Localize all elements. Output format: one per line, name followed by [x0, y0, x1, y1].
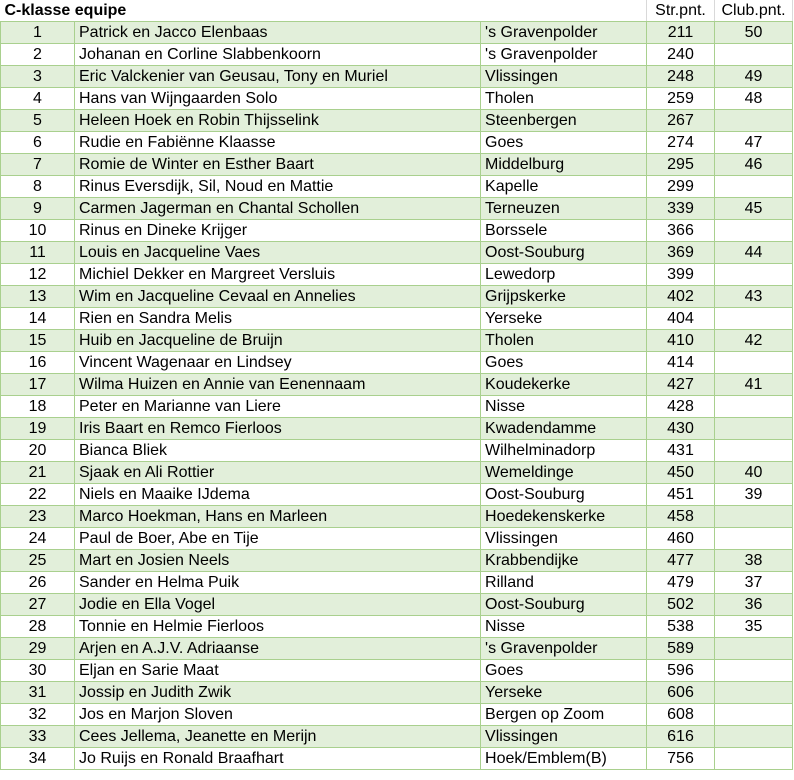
place-cell: Goes [481, 132, 647, 154]
str-points-cell: 427 [647, 374, 715, 396]
table-row [1, 396, 793, 418]
str-points-cell: 616 [647, 726, 715, 748]
rank-cell: 13 [1, 286, 75, 308]
team-name-cell: Rinus en Dineke Krijger [75, 220, 481, 242]
rank-cell: 9 [1, 198, 75, 220]
rank-cell: 8 [1, 176, 75, 198]
place-cell: Tholen [481, 330, 647, 352]
club-points-cell: 46 [715, 154, 793, 176]
table-row [1, 308, 793, 330]
club-points-cell: 45 [715, 198, 793, 220]
team-name-cell: Romie de Winter en Esther Baart [75, 154, 481, 176]
table-row [1, 176, 793, 198]
place-cell: 's Gravenpolder [481, 22, 647, 44]
place-cell: Kapelle [481, 176, 647, 198]
place-cell: Yerseke [481, 308, 647, 330]
table-row [1, 616, 793, 638]
club-points-cell [715, 176, 793, 198]
rank-cell: 33 [1, 726, 75, 748]
place-cell: Oost-Souburg [481, 484, 647, 506]
rank-cell: 7 [1, 154, 75, 176]
table-row [1, 550, 793, 572]
str-points-cell: 460 [647, 528, 715, 550]
rank-cell: 27 [1, 594, 75, 616]
str-points-cell: 211 [647, 22, 715, 44]
club-points-cell: 43 [715, 286, 793, 308]
team-name-cell: Iris Baart en Remco Fierloos [75, 418, 481, 440]
club-points-cell [715, 660, 793, 682]
place-cell: Koudekerke [481, 374, 647, 396]
place-cell: Vlissingen [481, 66, 647, 88]
place-cell: Nisse [481, 616, 647, 638]
place-cell: Krabbendijke [481, 550, 647, 572]
table-title: C-klasse equipe [1, 0, 481, 22]
rank-cell: 17 [1, 374, 75, 396]
team-name-cell: Eljan en Sarie Maat [75, 660, 481, 682]
team-name-cell: Louis en Jacqueline Vaes [75, 242, 481, 264]
place-cell: Kwadendamme [481, 418, 647, 440]
club-points-cell [715, 528, 793, 550]
rank-cell: 20 [1, 440, 75, 462]
place-cell: Bergen op Zoom [481, 704, 647, 726]
str-points-cell: 369 [647, 242, 715, 264]
place-cell: 's Gravenpolder [481, 44, 647, 66]
rank-cell: 25 [1, 550, 75, 572]
str-points-cell: 502 [647, 594, 715, 616]
club-points-cell: 38 [715, 550, 793, 572]
place-cell: Vlissingen [481, 726, 647, 748]
table-row [1, 264, 793, 286]
team-name-cell: Paul de Boer, Abe en Tije [75, 528, 481, 550]
rank-cell: 22 [1, 484, 75, 506]
rank-cell: 23 [1, 506, 75, 528]
place-cell: Hoedekenskerke [481, 506, 647, 528]
place-cell: Terneuzen [481, 198, 647, 220]
club-points-cell [715, 704, 793, 726]
header-row [1, 0, 793, 22]
table-row [1, 418, 793, 440]
table-row [1, 22, 793, 44]
str-points-cell: 274 [647, 132, 715, 154]
club-points-cell: 35 [715, 616, 793, 638]
place-cell: Oost-Souburg [481, 594, 647, 616]
table-row [1, 110, 793, 132]
team-name-cell: Cees Jellema, Jeanette en Merijn [75, 726, 481, 748]
rank-cell: 5 [1, 110, 75, 132]
rank-cell: 28 [1, 616, 75, 638]
rank-cell: 12 [1, 264, 75, 286]
header-place-blank [481, 0, 647, 22]
team-name-cell: Sjaak en Ali Rottier [75, 462, 481, 484]
rank-cell: 24 [1, 528, 75, 550]
rank-cell: 21 [1, 462, 75, 484]
place-cell: 's Gravenpolder [481, 638, 647, 660]
place-cell: Goes [481, 660, 647, 682]
club-points-cell [715, 308, 793, 330]
str-points-cell: 259 [647, 88, 715, 110]
place-cell: Goes [481, 352, 647, 374]
str-points-cell: 410 [647, 330, 715, 352]
club-points-cell [715, 44, 793, 66]
str-points-cell: 589 [647, 638, 715, 660]
team-name-cell: Marco Hoekman, Hans en Marleen [75, 506, 481, 528]
str-points-cell: 431 [647, 440, 715, 462]
table-row [1, 66, 793, 88]
str-points-cell: 430 [647, 418, 715, 440]
club-points-cell [715, 110, 793, 132]
place-cell: Lewedorp [481, 264, 647, 286]
table-row [1, 528, 793, 550]
team-name-cell: Huib en Jacqueline de Bruijn [75, 330, 481, 352]
str-points-cell: 414 [647, 352, 715, 374]
rank-cell: 2 [1, 44, 75, 66]
table-row [1, 484, 793, 506]
club-points-cell [715, 682, 793, 704]
str-points-cell: 267 [647, 110, 715, 132]
club-points-cell [715, 418, 793, 440]
table-row [1, 286, 793, 308]
rank-cell: 32 [1, 704, 75, 726]
club-points-cell: 44 [715, 242, 793, 264]
rank-cell: 6 [1, 132, 75, 154]
table-row [1, 198, 793, 220]
team-name-cell: Eric Valckenier van Geusau, Tony en Muriel [75, 66, 481, 88]
str-points-cell: 402 [647, 286, 715, 308]
table-row [1, 352, 793, 374]
team-name-cell: Hans van Wijngaarden Solo [75, 88, 481, 110]
table-row [1, 44, 793, 66]
team-name-cell: Niels en Maaike IJdema [75, 484, 481, 506]
str-points-cell: 606 [647, 682, 715, 704]
place-cell: Nisse [481, 396, 647, 418]
team-name-cell: Heleen Hoek en Robin Thijsselink [75, 110, 481, 132]
team-name-cell: Carmen Jagerman en Chantal Schollen [75, 198, 481, 220]
results-table-body [1, 0, 793, 770]
club-points-cell: 48 [715, 88, 793, 110]
club-points-cell: 40 [715, 462, 793, 484]
table-row [1, 154, 793, 176]
rank-cell: 14 [1, 308, 75, 330]
table-row [1, 638, 793, 660]
table-row [1, 506, 793, 528]
table-row [1, 242, 793, 264]
str-points-cell: 339 [647, 198, 715, 220]
team-name-cell: Jossip en Judith Zwik [75, 682, 481, 704]
rank-cell: 19 [1, 418, 75, 440]
club-points-cell [715, 506, 793, 528]
club-points-cell: 37 [715, 572, 793, 594]
team-name-cell: Jo Ruijs en Ronald Braafhart [75, 748, 481, 770]
table-row [1, 682, 793, 704]
table-row [1, 462, 793, 484]
table-row [1, 572, 793, 594]
team-name-cell: Wilma Huizen en Annie van Eenennaam [75, 374, 481, 396]
str-points-cell: 295 [647, 154, 715, 176]
club-points-cell [715, 264, 793, 286]
header-str-points: Str.pnt. [647, 0, 715, 22]
place-cell: Rilland [481, 572, 647, 594]
team-name-cell: Arjen en A.J.V. Adriaanse [75, 638, 481, 660]
str-points-cell: 458 [647, 506, 715, 528]
str-points-cell: 596 [647, 660, 715, 682]
club-points-cell [715, 748, 793, 770]
table-row [1, 594, 793, 616]
table-row [1, 704, 793, 726]
str-points-cell: 538 [647, 616, 715, 638]
club-points-cell: 42 [715, 330, 793, 352]
table-row [1, 132, 793, 154]
place-cell: Wemeldinge [481, 462, 647, 484]
rank-cell: 29 [1, 638, 75, 660]
place-cell: Hoek/Emblem(B) [481, 748, 647, 770]
place-cell: Borssele [481, 220, 647, 242]
table-row [1, 726, 793, 748]
table-row [1, 660, 793, 682]
club-points-cell [715, 220, 793, 242]
table-row [1, 748, 793, 770]
table-row [1, 88, 793, 110]
rank-cell: 34 [1, 748, 75, 770]
club-points-cell: 41 [715, 374, 793, 396]
team-name-cell: Rudie en Fabiënne Klaasse [75, 132, 481, 154]
club-points-cell: 39 [715, 484, 793, 506]
rank-cell: 3 [1, 66, 75, 88]
team-name-cell: Vincent Wagenaar en Lindsey [75, 352, 481, 374]
str-points-cell: 299 [647, 176, 715, 198]
table-row [1, 374, 793, 396]
rank-cell: 1 [1, 22, 75, 44]
place-cell: Oost-Souburg [481, 242, 647, 264]
team-name-cell: Mart en Josien Neels [75, 550, 481, 572]
club-points-cell [715, 396, 793, 418]
rank-cell: 18 [1, 396, 75, 418]
str-points-cell: 399 [647, 264, 715, 286]
place-cell: Tholen [481, 88, 647, 110]
header-club-points: Club.pnt. [715, 0, 793, 22]
team-name-cell: Rien en Sandra Melis [75, 308, 481, 330]
place-cell: Grijpskerke [481, 286, 647, 308]
place-cell: Wilhelminadorp [481, 440, 647, 462]
rank-cell: 11 [1, 242, 75, 264]
str-points-cell: 450 [647, 462, 715, 484]
str-points-cell: 608 [647, 704, 715, 726]
club-points-cell: 49 [715, 66, 793, 88]
team-name-cell: Bianca Bliek [75, 440, 481, 462]
table-row [1, 220, 793, 242]
club-points-cell [715, 440, 793, 462]
place-cell: Middelburg [481, 154, 647, 176]
club-points-cell: 50 [715, 22, 793, 44]
rank-cell: 16 [1, 352, 75, 374]
str-points-cell: 248 [647, 66, 715, 88]
rank-cell: 26 [1, 572, 75, 594]
team-name-cell: Patrick en Jacco Elenbaas [75, 22, 481, 44]
table-row [1, 330, 793, 352]
rank-cell: 15 [1, 330, 75, 352]
club-points-cell [715, 352, 793, 374]
str-points-cell: 366 [647, 220, 715, 242]
team-name-cell: Sander en Helma Puik [75, 572, 481, 594]
club-points-cell [715, 726, 793, 748]
team-name-cell: Jodie en Ella Vogel [75, 594, 481, 616]
place-cell: Steenbergen [481, 110, 647, 132]
team-name-cell: Jos en Marjon Sloven [75, 704, 481, 726]
rank-cell: 31 [1, 682, 75, 704]
str-points-cell: 756 [647, 748, 715, 770]
team-name-cell: Tonnie en Helmie Fierloos [75, 616, 481, 638]
place-cell: Vlissingen [481, 528, 647, 550]
club-points-cell [715, 638, 793, 660]
team-name-cell: Johanan en Corline Slabbenkoorn [75, 44, 481, 66]
team-name-cell: Peter en Marianne van Liere [75, 396, 481, 418]
rank-cell: 10 [1, 220, 75, 242]
str-points-cell: 404 [647, 308, 715, 330]
str-points-cell: 477 [647, 550, 715, 572]
team-name-cell: Michiel Dekker en Margreet Versluis [75, 264, 481, 286]
club-points-cell: 36 [715, 594, 793, 616]
table-row [1, 440, 793, 462]
str-points-cell: 451 [647, 484, 715, 506]
str-points-cell: 240 [647, 44, 715, 66]
team-name-cell: Wim en Jacqueline Cevaal en Annelies [75, 286, 481, 308]
str-points-cell: 479 [647, 572, 715, 594]
rank-cell: 4 [1, 88, 75, 110]
team-name-cell: Rinus Eversdijk, Sil, Noud en Mattie [75, 176, 481, 198]
rank-cell: 30 [1, 660, 75, 682]
club-points-cell: 47 [715, 132, 793, 154]
str-points-cell: 428 [647, 396, 715, 418]
place-cell: Yerseke [481, 682, 647, 704]
